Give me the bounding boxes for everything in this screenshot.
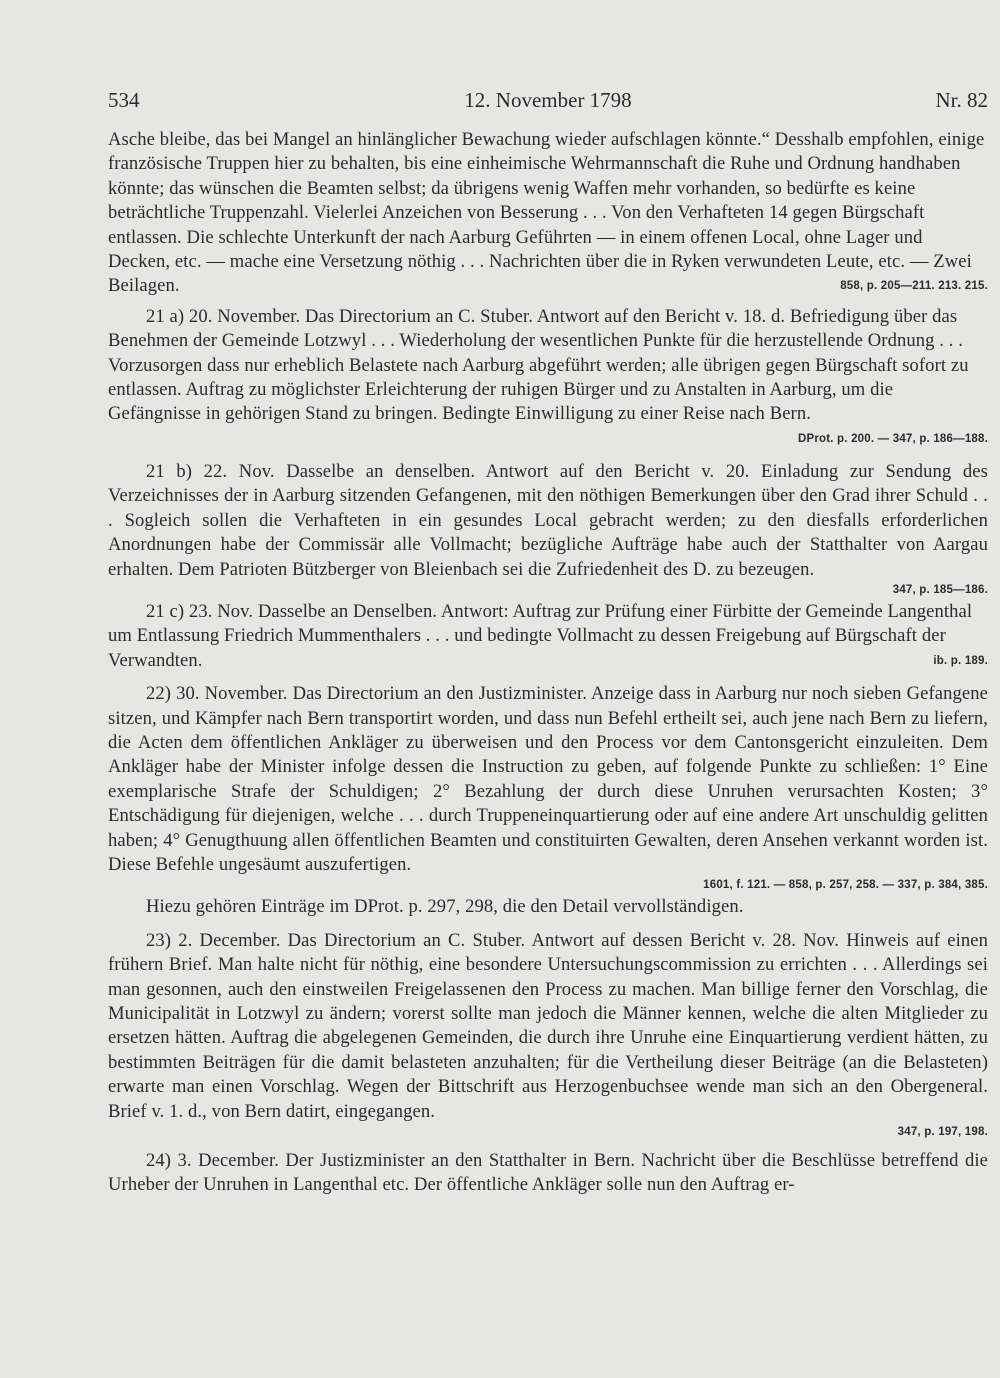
- paragraph-text: 23) 2. December. Das Directorium an C. Stuber. Antwort auf dessen Bericht v. 28. Nov. Hinweis auf einen frühern Brief. Man halte nicht für nöthig, eine besondere Untersuchungscommission zu errichten . . . Allerdings sei man gesonnen, auch den einstweilen Freigelassenen den Process zu machen. Man billige ferner den Vorschlag, die Municipalität in Lotzwyl zu ändern; vorerst sollte man jedoch die Männer kennen, welche die alten Mitglieder zu ersetzen hätten. Auftrag die abgelegenen Gemeinden, die durch ihre Unruhe eine Einquartierung verdient hätten, zu bestimmten Beiträgen für die damit belasteten anzuhalten; für die Vertheilung dieser Beiträge (an die Belasteten) erwarte man einen Vorschlag. Wegen der Bittschrift aus Herzogenbuchsee wende man sich an den Obergeneral. Brief v. 1. d., von Bern datirt, eingegangen.: [108, 929, 988, 1122]
- entry-21a: [108, 305, 988, 451]
- document-number: Nr. 82: [935, 88, 988, 112]
- source-reference: ib. p. 189.: [933, 654, 988, 667]
- entry-23: [108, 929, 988, 1140]
- entry-22: [108, 682, 988, 893]
- entry-21b: [108, 460, 988, 598]
- paragraph-text: Hiezu gehören Einträge im DProt. p. 297, 298, die den Detail vervollständigen.: [146, 896, 744, 918]
- source-reference: 858, p. 205—211. 213. 215.: [840, 280, 988, 293]
- page-number: 534: [108, 88, 140, 112]
- entry-24: [108, 1149, 988, 1198]
- paragraph-text: 21 b) 22. Nov. Dasselbe an denselben. Antwort auf den Bericht v. 20. Einladung zur Sendung des Verzeichnisses der in Aarburg sitzenden Gefangenen, mit den nöthigen Bemerkungen über den Grad ihrer Schuld . . . Sogleich sollen die Verhafteten in ein gesundes Local gebracht werden; zu den diesfalls erforderlichen Anordnungen habe der Commissär alle Vollmacht; bezügliche Aufträge habe auch der Statthalter von Aargau erhalten. Dem Patrioten Bützberger von Bleienbach sei die Zufriedenheit des D. zu bezeugen.: [108, 460, 988, 580]
- page-body: [108, 128, 988, 1198]
- paragraph-text: Asche bleibe, das bei Mangel an hinlänglicher Bewachung wieder aufschlagen könnte.“ Desshalb empfohlen, einige französische Truppen hier zu behalten, bis eine einheimische Wehrmannschaft die Ruhe und Ordnung handhaben könnte; das wünschen die Beamten selbst; da übrigens wenig Waffen mehr vorhanden, so bedürfte es keine beträchtliche Truppenzahl. Vielerlei Anzeichen von Besserung . . . Von den Verhafteten 14 gegen Bürgschaft entlassen. Die schlechte Unterkunft der nach Aarburg Geführten — in einem offenen Local, ohne Lager und Decken, etc. — mache eine Versetzung nöthig . . . Nachrichten über die in Ryken verwundeten Leute, etc. — Zwei Beilagen.: [108, 129, 985, 297]
- header-date: 12. November 1798: [464, 88, 632, 112]
- source-reference: 347, p. 185—186.: [892, 583, 988, 596]
- source-reference: DProt. p. 200. — 347, p. 186—188.: [797, 432, 988, 445]
- running-header: [108, 88, 988, 116]
- paragraph-text: 24) 3. December. Der Justizminister an den Statthalter in Bern. Nachricht über die Beschlüsse betreffend die Urheber der Unruhen in Langenthal etc. Der öffentliche Ankläger solle nun den Auftrag er-: [108, 1150, 988, 1196]
- entry-21c: [108, 600, 988, 673]
- paragraph-text: 21 c) 23. Nov. Dasselbe an Denselben. Antwort: Auftrag zur Prüfung einer Fürbitte der Gemeinde Langenthal um Entlassung Friedrich Mummenthalers . . . und bedingte Vollmacht zu dessen Freigebung auf Bürgschaft der Verwandten.: [108, 600, 973, 671]
- note-paragraph: [108, 895, 988, 919]
- source-reference: 1601, f. 121. — 858, p. 257, 258. — 337, p. 384, 385.: [703, 879, 988, 892]
- paragraph-text: 22) 30. November. Das Directorium an den Justizminister. Anzeige dass in Aarburg nur noch sieben Gefangene sitzen, und Kämpfer nach Bern transportirt worden, und dass nun Befehl ertheilt sei, auch jene nach Bern zu liefern, die Acten dem öffentlichen Ankläger zu überweisen und den Process vor dem Cantonsgericht einzuleiten. Dem Ankläger habe der Minister infolge dessen die Instruction zu geben, auf folgende Punkte zu schließen: 1° Eine exemplarische Strafe der Schuldigen; 2° Bezahlung der durch diese Unruhen verursachten Kosten; 3° Entschädigung für diejenigen, welche . . . durch Truppeneinquartierung oder auf eine andere Art unschuldig gelitten haben; 4° Genugthuung allen öffentlichen Beamten und constituirten Gewalten, deren Ansehen verkannt worden ist. Diese Befehle ungesäumt auszufertigen.: [108, 683, 988, 875]
- source-reference: 347, p. 197, 198.: [897, 1126, 988, 1139]
- paragraph-continued: [108, 128, 988, 299]
- paragraph-text: 21 a) 20. November. Das Directorium an C. Stuber. Antwort auf den Bericht v. 18. d. Befriedigung über das Benehmen der Gemeinde Lotzwyl . . . Wiederholung der wesentlichen Punkte für die herzustellende Ordnung . . . Vorzusorgen dass nur erheblich Belastete nach Aarburg abgeführt werden; alle übrigen gegen Bürgschaft sofort zu entlassen. Auftrag zu möglichster Erleichterung der ruhigen Bürger und zu Anstalten in Aarburg, um die Gefängnisse in gehörigen Stand zu bringen. Bedingte Einwilligung zu einer Reise nach Bern.: [108, 305, 969, 425]
